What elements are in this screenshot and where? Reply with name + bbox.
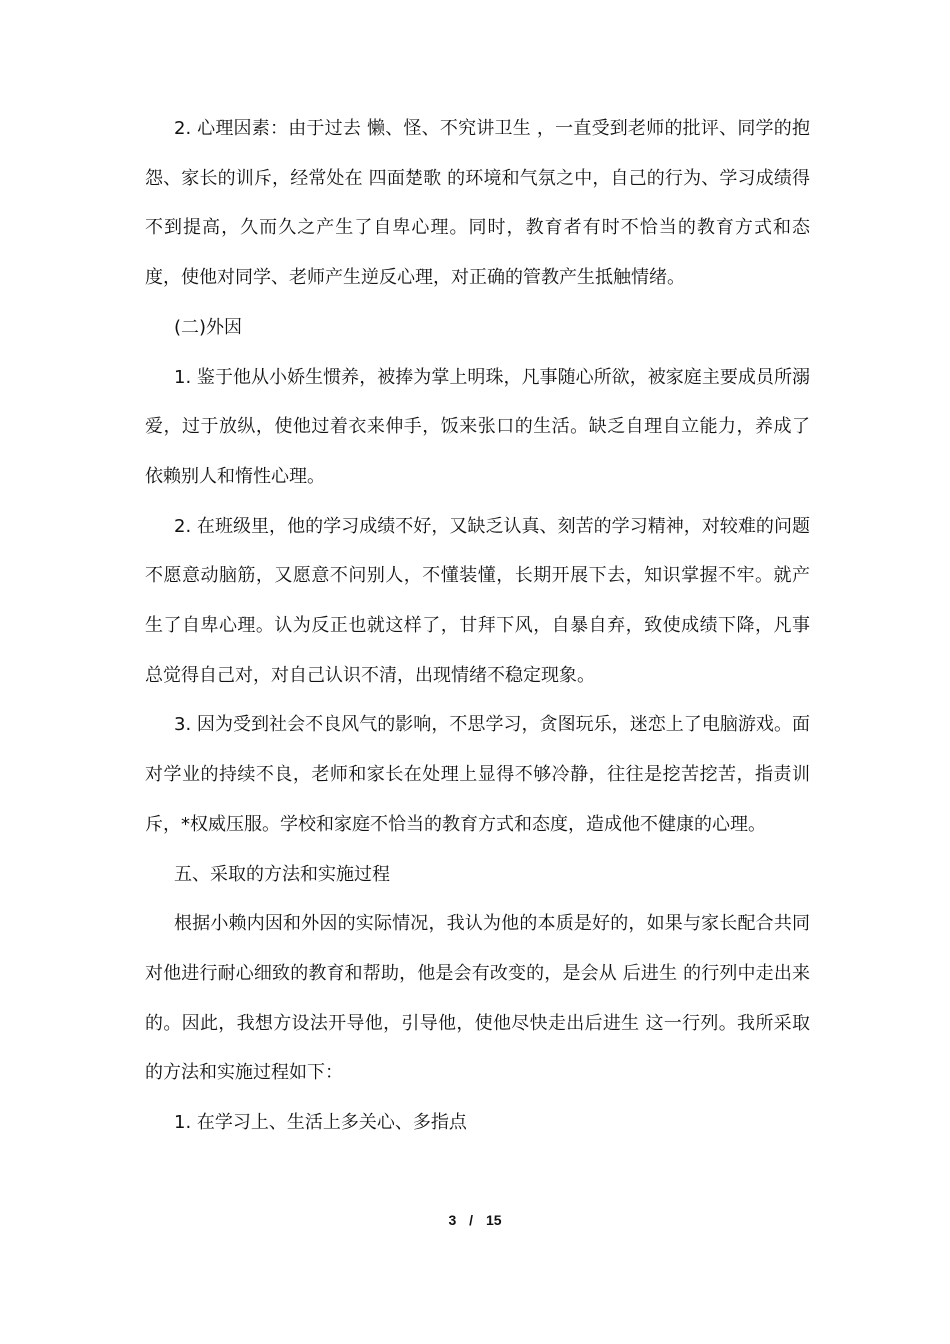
total-page-count: 15 <box>485 1212 502 1228</box>
paragraph-external-cause-1: 1. 鉴于他从小娇生惯养，被捧为掌上明珠，凡事随心所欲，被家庭主要成员所溺爱，过于放纵，使他过着衣来伸手，饭来张口的生活。缺乏自理自立能力，养成了依赖别人和惰性心理。 <box>145 366 810 487</box>
paragraph-methods-intro: 根据小赖内因和外因的实际情况，我认为他的本质是好的，如果与家长配合共同对他进行耐心细致的教育和帮助，他是会有改变的，是会从 后进生 的行列中走出来的。因此，我想方设法开导他，引导他，使他尽快走出后进生 这一行列。我所采取的方法和实施过程如下： <box>145 913 810 1084</box>
page-separator: / <box>469 1212 474 1228</box>
paragraph-external-cause-2: 2. 在班级里，他的学习成绩不好，又缺乏认真、刻苦的学习精神，对较难的问题不愿意动脑筋，又愿意不问别人，不懂装懂，长期开展下去，知识掌握不牢。就产生了自卑心理。认为反正也就这样了，甘拜下风，自暴自弃，致使成绩下降，凡事总觉得自己对，对自己认识不清，出现情绪不稳定现象。 <box>145 515 810 686</box>
current-page-number: 3 <box>448 1212 457 1228</box>
paragraph-psychological-factors: 2. 心理因素：由于过去 懒、怪、不究讲卫生 ，一直受到老师的批评、同学的抱怨、家长的训斥，经常处在 四面楚歌 的环境和气氛之中，自己的行为、学习成绩得不到提高，久而久之产生了自卑心理。同时，教育者有时不恰当的教育方式和态度，使他对同学、老师产生逆反心理，对正确的管教产生抵触情绪。 <box>145 118 810 289</box>
document-body <box>145 104 810 1148</box>
heading-method-1: 1. 在学习上、生活上多关心、多指点 <box>174 1112 467 1134</box>
heading-external-causes: (二)外因 <box>174 316 243 338</box>
paragraph-external-cause-3: 3. 因为受到社会不良风气的影响，不思学习，贪图玩乐，迷恋上了电脑游戏。面对学业的持续不良，老师和家长在处理上显得不够冷静，往往是挖苦挖苦，指责训斥，*权威压服。学校和家庭不恰当的教育方式和态度，造成他不健康的心理。 <box>145 714 810 835</box>
heading-methods-and-process: 五、采取的方法和实施过程 <box>174 863 390 885</box>
page-number-footer <box>0 1212 950 1228</box>
